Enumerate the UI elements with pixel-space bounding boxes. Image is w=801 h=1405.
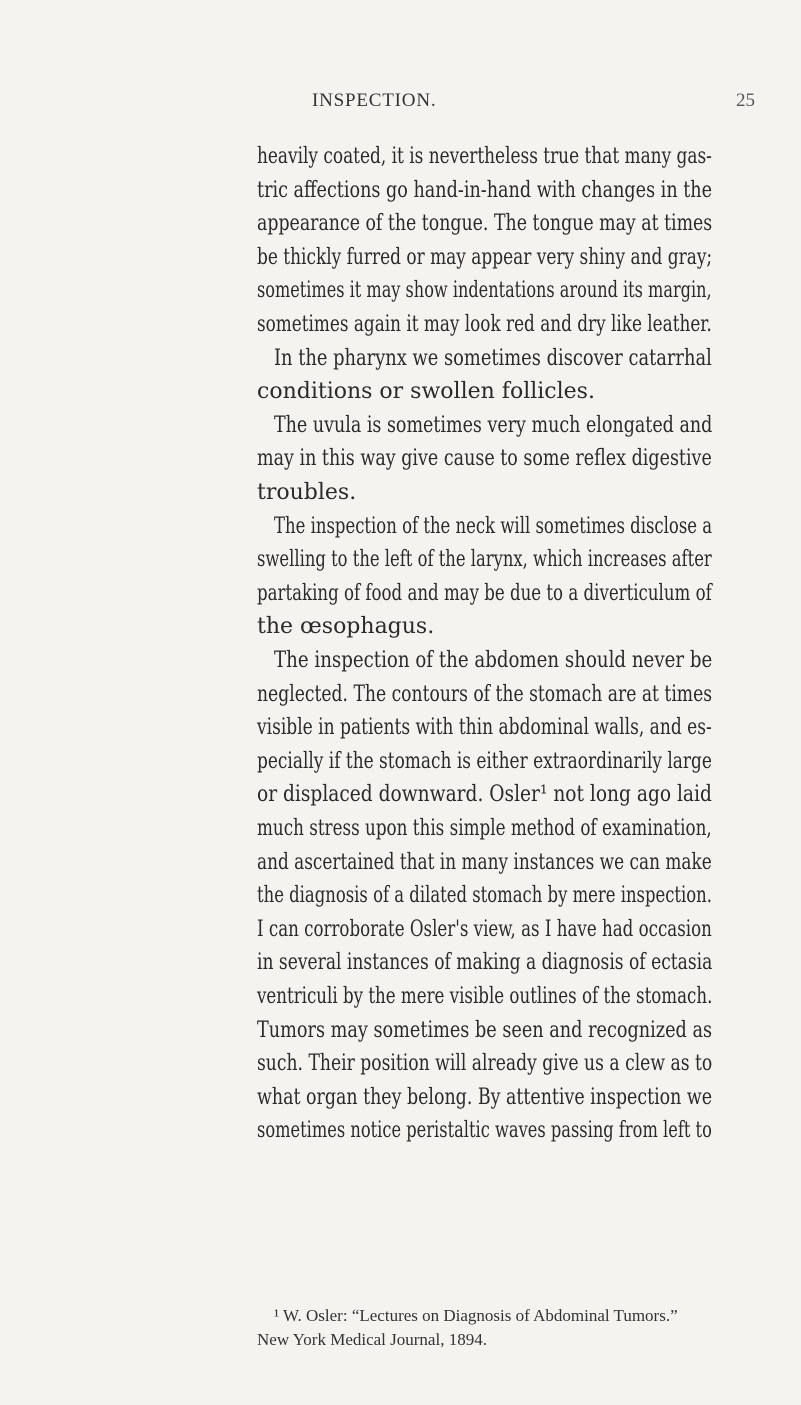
footnote-line: New York Medical Journal, 1894. (257, 1330, 487, 1349)
running-head: INSPECTION. (312, 90, 437, 111)
text-line: sometimes it may show indentations around its margin, (257, 278, 712, 304)
text-line: heavily coated, it is nevertheless true that many gas- (257, 144, 712, 169)
text-line: partaking of food and may be due to a diverticulum of (257, 580, 712, 606)
text-line: Tumors may sometimes be seen and recognized as (257, 1017, 713, 1043)
text-line: In the pharynx we sometimes discover catarrhal (274, 345, 712, 371)
text-line: or displaced downward. Osler¹ not long ago laid (257, 782, 712, 808)
text-line: visible in patients with thin abdominal walls, and es- (257, 715, 712, 741)
text-line: the diagnosis of a dilated stomach by mere inspection. (257, 883, 713, 909)
text-line: appearance of the tongue. The tongue may at times (257, 211, 713, 237)
text-line: in several instances of making a diagnosis of ectasia (257, 950, 713, 976)
text-line: sometimes again it may look red and dry like leather. (257, 312, 712, 337)
text-line: what organ they belong. By attentive inspection we (257, 1084, 713, 1110)
text-line: be thickly furred or may appear very shiny and gray; (257, 244, 713, 270)
footnote-line: ¹ W. Osler: “Lectures on Diagnosis of Abdominal Tumors.” (274, 1306, 678, 1325)
text-line: much stress upon this simple method of examination, (257, 816, 712, 841)
text-line: pecially if the stomach is either extraordinarily large (257, 748, 712, 774)
text-line: may in this way give cause to some reflex digestive (257, 446, 712, 472)
text-line: The inspection of the abdomen should never be (274, 648, 713, 673)
text-line: tric affections go hand-in-hand with changes in the (257, 177, 713, 203)
text-line: the œsophagus. (257, 614, 435, 640)
text-line: swelling to the left of the larynx, which increases after (257, 547, 712, 573)
text-line: The inspection of the neck will sometimes disclose a (274, 513, 713, 539)
text-line: such. Their position will already give us a clew as to (257, 1051, 713, 1077)
text-line: ventriculi by the mere visible outlines of the stomach. (257, 984, 713, 1009)
text-line: troubles. (257, 480, 357, 505)
page-header (0, 90, 801, 120)
page-number: 25 (736, 90, 755, 111)
text-line: sometimes notice peristaltic waves passing from left to (257, 1118, 712, 1144)
text-line: The uvula is sometimes very much elongated and (274, 412, 713, 438)
text-line: conditions or swollen follicles. (257, 379, 595, 405)
text-line: neglected. The contours of the stomach are at times (257, 681, 713, 707)
text-line: and ascertained that in many instances we can make (257, 849, 712, 875)
text-line: I can corroborate Osler's view, as I have had occasion (257, 916, 712, 942)
